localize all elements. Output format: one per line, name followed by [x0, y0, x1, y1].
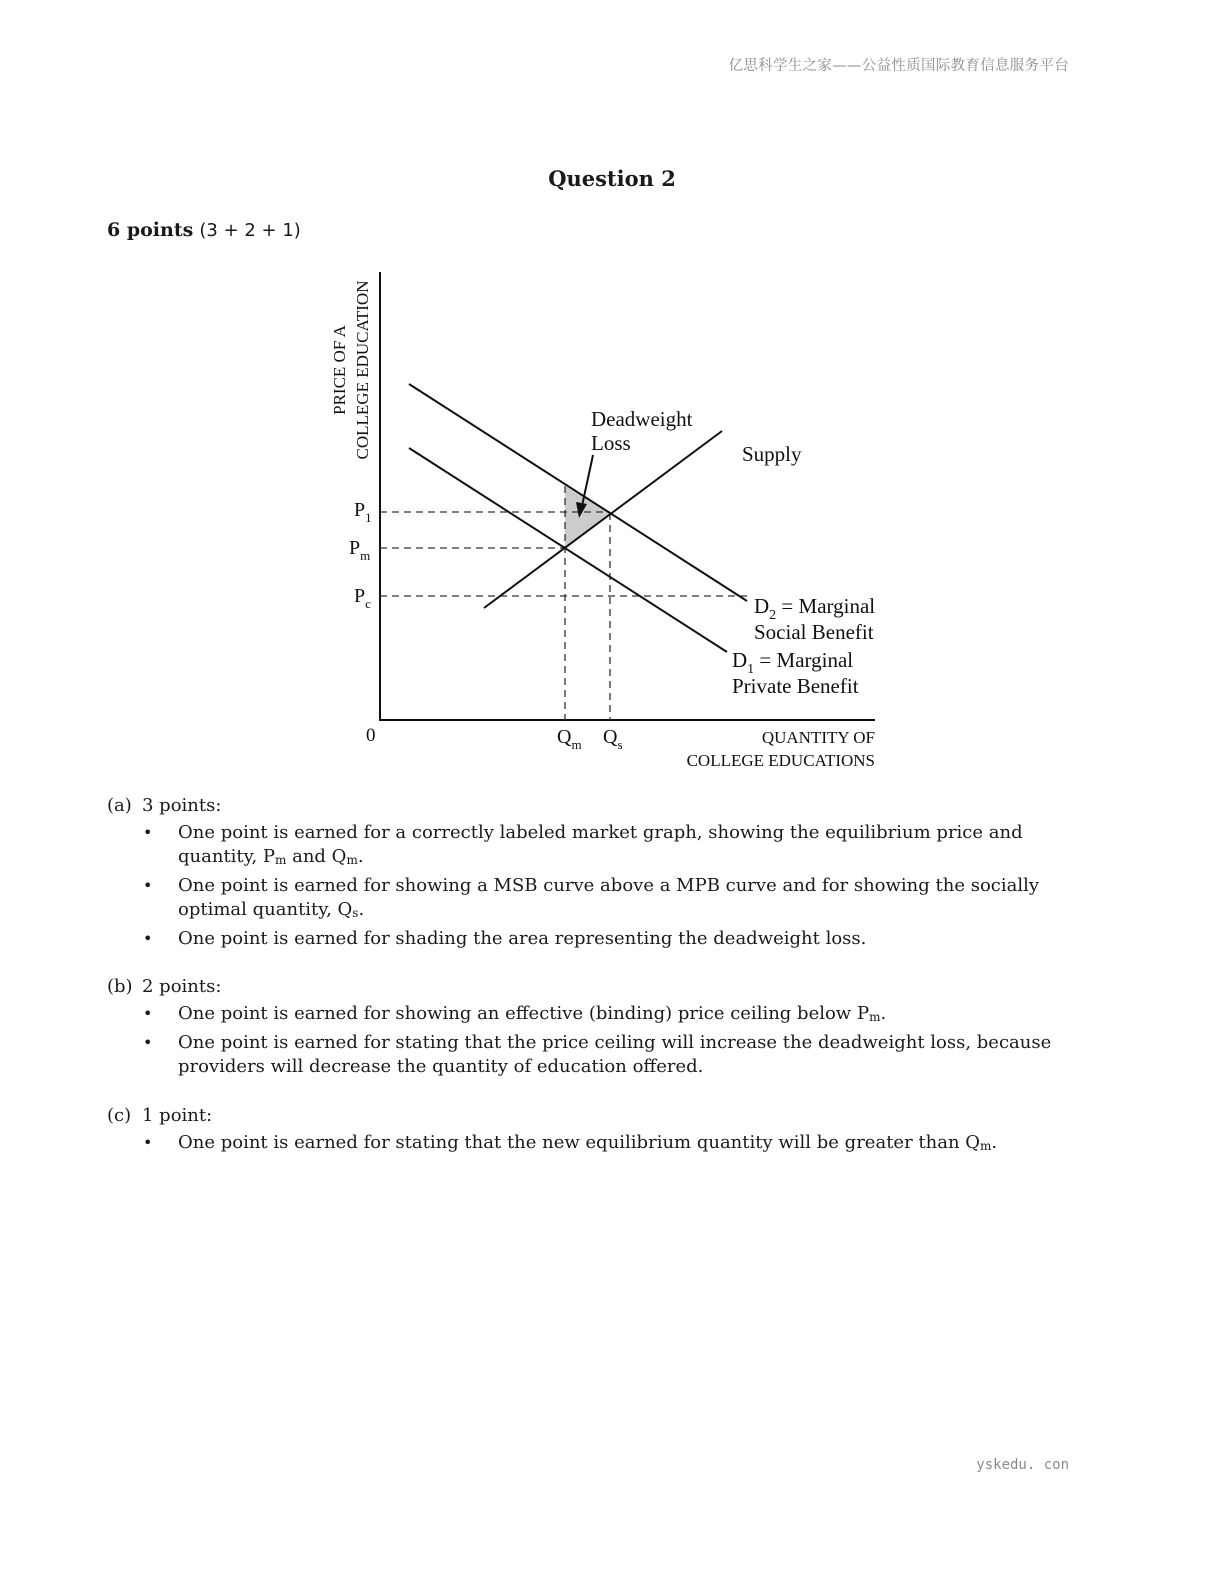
bullet: •: [143, 1033, 153, 1052]
deadweight-loss-area: [565, 486, 610, 548]
bullet: •: [143, 929, 153, 948]
bullet: •: [143, 1004, 153, 1023]
section-b-head: [107, 974, 1087, 1000]
section-c-label: 1 point:: [142, 1105, 213, 1126]
section-b-part: (b): [107, 976, 133, 997]
section-a-label: 3 points:: [142, 795, 222, 816]
points-breakdown: (3 + 2 + 1): [199, 220, 301, 241]
points-total: 6 points: [107, 219, 194, 241]
y-axis-label-line1: PRICE OF A: [330, 325, 349, 415]
qm-label: $Q_m$: [557, 726, 582, 752]
supply-label: Supply: [742, 442, 802, 466]
list-item: • One point is earned for stating that the price ceiling will increase the deadweight loss, because providers will decrease the quantity of education offered.: [143, 1032, 1052, 1077]
p1-label: $P_1$: [354, 499, 372, 525]
list-item: • One point is earned for showing a MSB curve above a MPB curve and for showing the socially optimal quantity, Qs.: [143, 875, 1040, 920]
section-a-part: (a): [107, 795, 132, 816]
header-watermark: 亿思科学生之家——公益性质国际教育信息服务平台: [728, 58, 1069, 74]
d1-mpb-curve: [409, 448, 727, 652]
pm-label: $P_m$: [349, 537, 371, 563]
pc-label: $P_c$: [354, 585, 371, 611]
bullet: •: [143, 876, 153, 895]
list-item: • One point is earned for a correctly labeled market graph, showing the equilibrium price and quantity, Pm and Qm.: [143, 822, 1023, 867]
list-item: • One point is earned for showing an effective (binding) price ceiling below Pm.: [143, 1003, 887, 1024]
d1-label-line1: $D_1$ = Marginal: [732, 648, 854, 677]
bullet: •: [143, 1133, 153, 1152]
bullet: •: [143, 823, 153, 842]
section-a: [107, 793, 1087, 955]
section-c: [107, 1103, 1087, 1160]
question-title: Question 2: [548, 166, 676, 191]
section-c-head: [107, 1103, 1087, 1129]
x-axis-label-line2: COLLEGE EDUCATIONS: [686, 751, 875, 770]
footer-site: yskedu. con: [976, 1457, 1069, 1473]
list-item: • One point is earned for stating that the new equilibrium quantity will be greater than Qm.: [143, 1132, 998, 1153]
dwl-label-line1: Deadweight: [591, 407, 693, 431]
x-axis-label-line1: QUANTITY OF: [761, 728, 875, 747]
list-item: • One point is earned for shading the area representing the deadweight loss.: [143, 928, 867, 949]
section-b-label: 2 points:: [142, 976, 222, 997]
d2-label-line1: $D_2$ = Marginal: [754, 594, 876, 623]
d2-label-line2: Social Benefit: [754, 620, 874, 644]
section-b: [107, 974, 1087, 1083]
y-axis-label-line2: COLLEGE EDUCATION: [353, 280, 372, 460]
d2-msb-curve: [409, 384, 747, 601]
section-a-list: [107, 821, 1087, 951]
section-a-head: [107, 793, 1087, 819]
dwl-label-line2: Loss: [591, 431, 631, 455]
section-c-list: [107, 1131, 1087, 1156]
section-b-list: [107, 1002, 1087, 1079]
d1-label-line2: Private Benefit: [732, 674, 859, 698]
section-c-part: (c): [107, 1105, 132, 1126]
origin-label: 0: [366, 725, 376, 746]
qs-label: $Q_s$: [603, 726, 623, 752]
